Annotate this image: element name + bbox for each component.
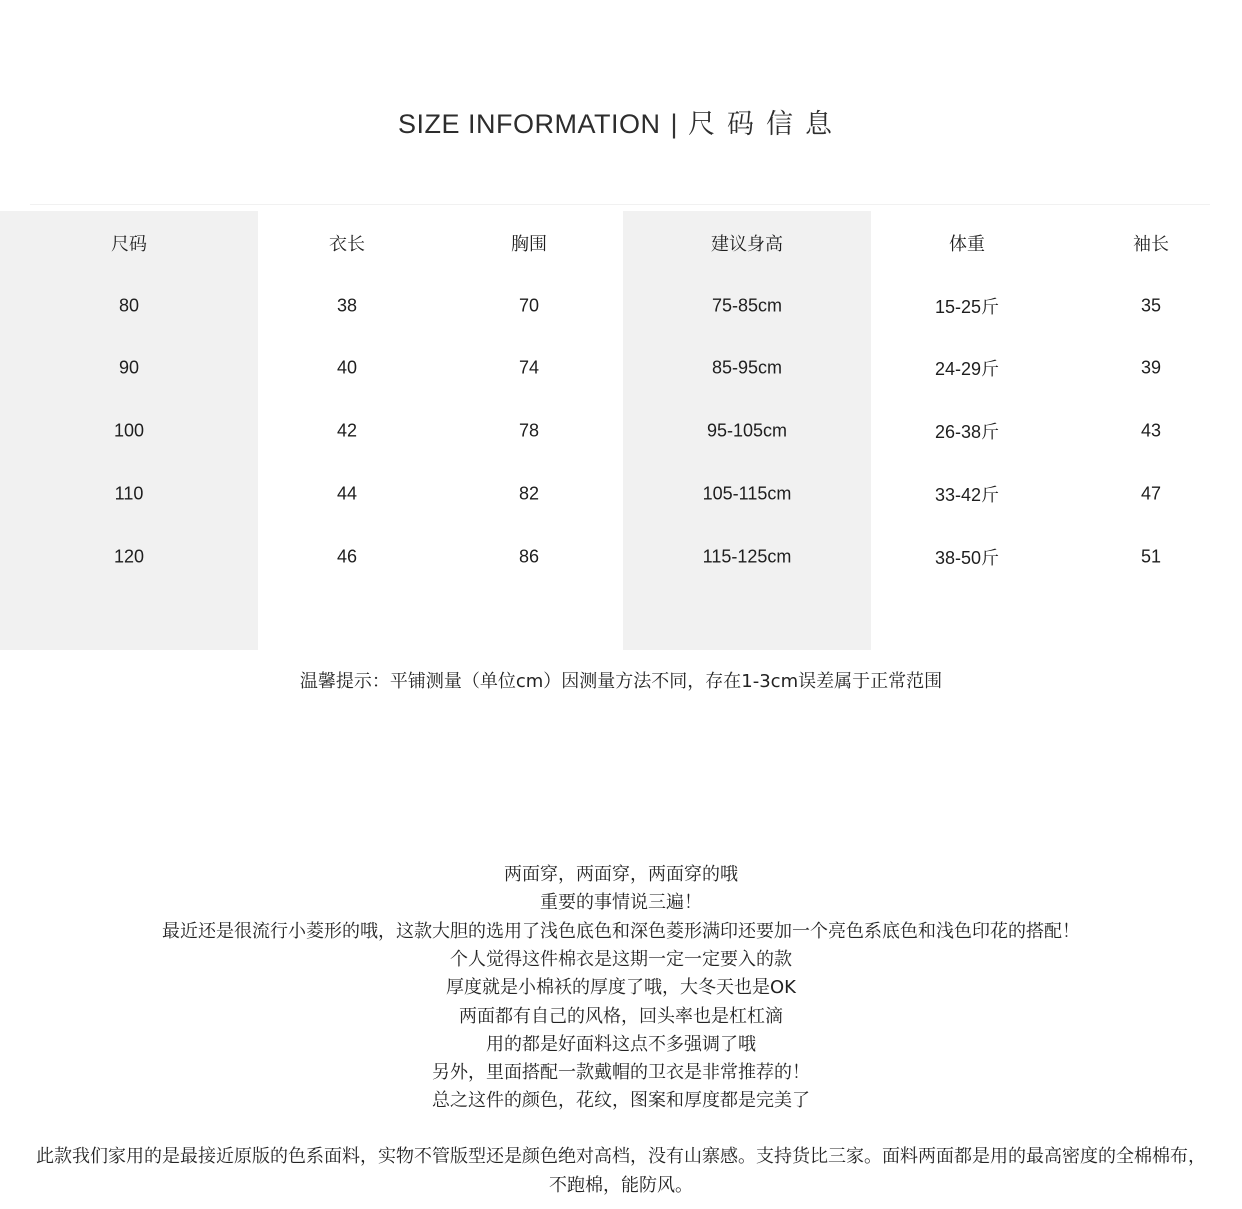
cell-weight: 38-50斤 bbox=[934, 548, 1000, 568]
cell-length: 40 bbox=[336, 357, 358, 378]
header-chest: 胸围 bbox=[511, 234, 547, 255]
cell-length: 38 bbox=[336, 295, 358, 316]
cell-length: 46 bbox=[336, 546, 358, 567]
cell-height: 95-105cm bbox=[706, 420, 788, 441]
cell-sleeve: 47 bbox=[1140, 483, 1162, 504]
cell-chest: 86 bbox=[518, 546, 540, 567]
title-en: SIZE INFORMATION bbox=[397, 109, 661, 139]
cell-length: 42 bbox=[336, 420, 358, 441]
cell-weight: 15-25斤 bbox=[934, 297, 1000, 317]
cell-chest: 82 bbox=[518, 483, 540, 504]
header-length: 衣长 bbox=[329, 234, 365, 255]
title-cn: 尺码信息 bbox=[688, 109, 844, 139]
cell-weight: 24-29斤 bbox=[934, 359, 1000, 379]
footer-line: 此款我们家用的是最接近原版的色系面料，实物不管版型还是颜色绝对高档，没有山寨感。支持货比三家。面料两面都是用的最高密度的全棉棉布， bbox=[36, 1146, 1206, 1167]
cell-sleeve: 39 bbox=[1140, 357, 1162, 378]
cell-weight: 26-38斤 bbox=[934, 422, 1000, 442]
cell-height: 105-115cm bbox=[702, 483, 792, 504]
cell-size: 80 bbox=[118, 295, 140, 316]
cell-length: 44 bbox=[336, 483, 358, 504]
cell-chest: 78 bbox=[518, 420, 540, 441]
description-line: 个人觉得这件棉衣是这期一定一定要入的款 bbox=[450, 948, 792, 970]
cell-height: 115-125cm bbox=[702, 546, 792, 567]
page-title bbox=[0, 102, 1242, 141]
cell-sleeve: 43 bbox=[1140, 420, 1162, 441]
divider bbox=[30, 204, 1210, 205]
header-height: 建议身高 bbox=[711, 234, 783, 255]
cell-size: 110 bbox=[114, 483, 144, 504]
cell-size: 90 bbox=[118, 357, 140, 378]
footer-line: 不跑棉，能防风。 bbox=[549, 1175, 693, 1196]
cell-chest: 70 bbox=[518, 295, 540, 316]
cell-chest: 74 bbox=[518, 357, 540, 378]
description-line: 厚度就是小棉袄的厚度了哦，大冬天也是OK bbox=[446, 977, 796, 999]
header-size: 尺码 bbox=[111, 234, 147, 255]
measurement-note: 温馨提示：平铺测量（单位cm）因测量方法不同，存在1-3cm误差属于正常范围 bbox=[299, 671, 943, 692]
cell-size: 120 bbox=[113, 546, 145, 567]
cell-size: 100 bbox=[113, 420, 145, 441]
description-line: 最近还是很流行小菱形的哦，这款大胆的选用了浅色底色和深色菱形满印还要加一个亮色系底色和浅色印花的搭配！ bbox=[162, 920, 1080, 942]
description-line: 用的都是好面料这点不多强调了哦 bbox=[486, 1033, 756, 1055]
description-line: 另外，里面搭配一款戴帽的卫衣是非常推荐的！ bbox=[432, 1062, 810, 1084]
title-separator: | bbox=[670, 109, 678, 139]
header-weight: 体重 bbox=[949, 234, 985, 255]
header-sleeve: 袖长 bbox=[1133, 234, 1169, 255]
description-line: 两面穿，两面穿，两面穿的哦 bbox=[504, 864, 738, 885]
cell-sleeve: 51 bbox=[1140, 546, 1162, 567]
cell-sleeve: 35 bbox=[1140, 295, 1162, 316]
cell-height: 85-95cm bbox=[711, 357, 783, 378]
description-line: 总之这件的颜色，花纹，图案和厚度都是完美了 bbox=[432, 1090, 810, 1112]
description-line: 重要的事情说三遍！ bbox=[540, 892, 702, 914]
cell-weight: 33-42斤 bbox=[934, 485, 1000, 505]
cell-height: 75-85cm bbox=[711, 295, 783, 316]
description-line: 两面都有自己的风格，回头率也是杠杠滴 bbox=[459, 1005, 783, 1027]
